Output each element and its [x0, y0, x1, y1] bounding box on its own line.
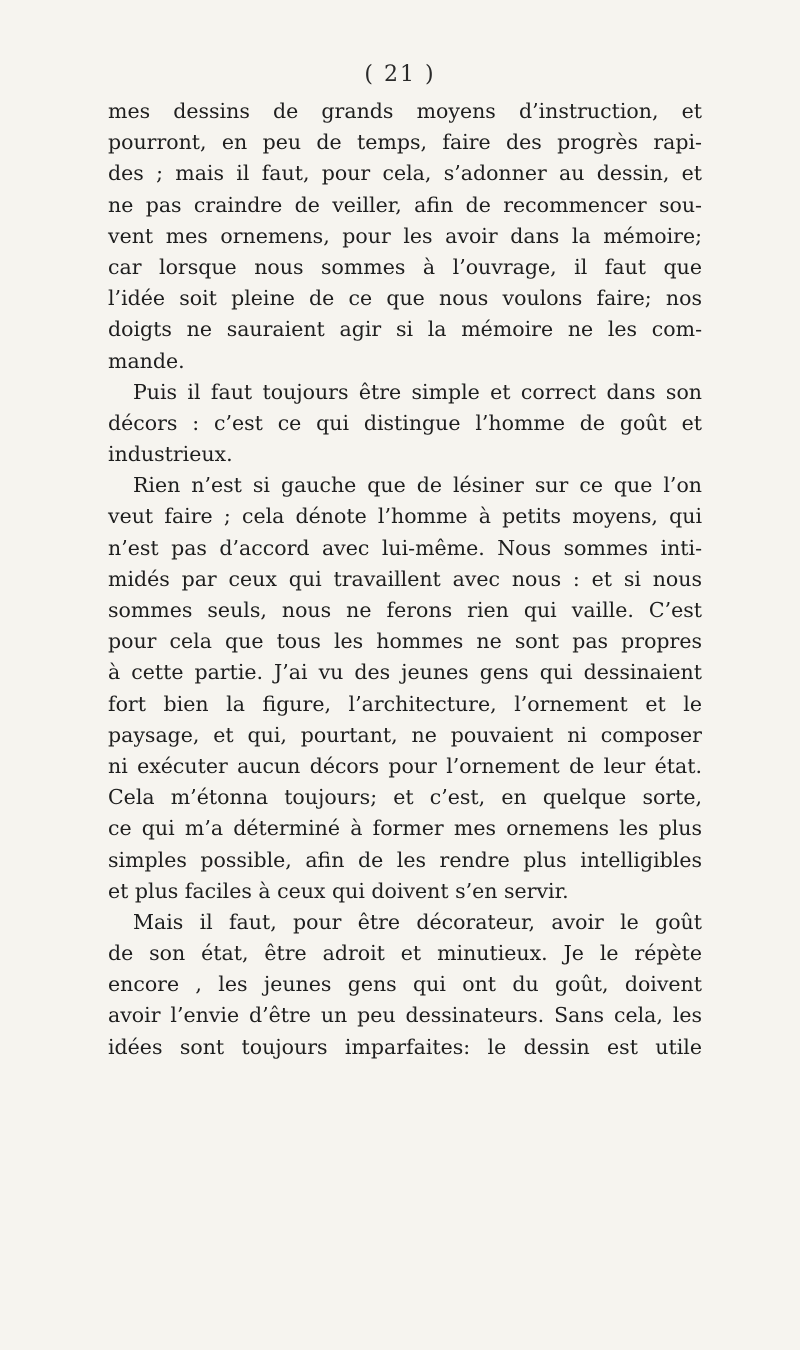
text-line: ce qui m’a déterminé à former mes ornemens les plus — [108, 816, 702, 841]
text-line: doigts ne sauraient agir si la mémoire ne les com- — [108, 317, 702, 342]
text-line: Rien n’est si gauche que de lésiner sur ce que l’on — [133, 473, 702, 498]
text-line: pour cela que tous les hommes ne sont pas propres — [108, 629, 702, 654]
text-line: pourront, en peu de temps, faire des progrès rapi- — [108, 130, 702, 155]
text-line: Cela m’étonna toujours; et c’est, en quelque sorte, — [108, 785, 702, 810]
paragraph — [108, 907, 702, 1063]
page-number: ( 21 ) — [364, 62, 436, 87]
text-line: vent mes ornemens, pour les avoir dans la mémoire; — [108, 223, 702, 248]
text-line: et plus faciles à ceux qui doivent s’en servir. — [108, 878, 569, 903]
text-line: idées sont toujours imparfaites: le dessin est utile — [108, 1034, 702, 1059]
text-line: simples possible, afin de les rendre plus intelligibles — [108, 847, 702, 872]
text-line: car lorsque nous sommes à l’ouvrage, il faut que — [108, 254, 702, 279]
text-line: Mais il faut, pour être décorateur, avoir le goût — [133, 909, 702, 934]
text-line: sommes seuls, nous ne ferons rien qui vaille. C’est — [108, 598, 702, 622]
text-line: n’est pas d’accord avec lui-même. Nous sommes inti- — [108, 535, 702, 560]
text-line: à cette partie. J’ai vu des jeunes gens qui dessinaient — [108, 660, 702, 685]
text-line: ni exécuter aucun décors pour l’ornement de leur état. — [108, 753, 702, 778]
text-line: décors : c’est ce qui distingue l’homme de goût et — [108, 410, 702, 435]
text-line: veut faire ; cela dénote l’homme à petits moyens, qui — [108, 504, 702, 529]
text-line: des ; mais il faut, pour cela, s’adonner au dessin, et — [108, 161, 702, 186]
text-line: fort bien la figure, l’architecture, l’ornement et le — [108, 691, 702, 716]
paragraph — [108, 470, 702, 907]
text-line: l’idée soit pleine de ce que nous voulons faire; nos — [108, 286, 702, 311]
body-text — [108, 96, 702, 1063]
text-line: ne pas craindre de veiller, afin de recommencer sou- — [108, 192, 702, 217]
text-line: encore , les jeunes gens qui ont du goût, doivent — [108, 972, 702, 997]
text-line: industrieux. — [108, 442, 233, 467]
paragraph — [108, 377, 702, 471]
text-line: de son état, être adroit et minutieux. Je le répète — [108, 941, 702, 966]
text-line: mes dessins de grands moyens d’instruction, et — [108, 99, 702, 123]
text-line: avoir l’envie d’être un peu dessinateurs. Sans cela, les — [108, 1003, 702, 1028]
paragraph — [108, 96, 702, 377]
text-line: midés par ceux qui travaillent avec nous : et si nous — [108, 566, 702, 591]
text-line: mande. — [108, 348, 185, 373]
text-line: Puis il faut toujours être simple et correct dans son — [133, 379, 702, 404]
text-line: paysage, et qui, pourtant, ne pouvaient ni composer — [108, 722, 702, 747]
